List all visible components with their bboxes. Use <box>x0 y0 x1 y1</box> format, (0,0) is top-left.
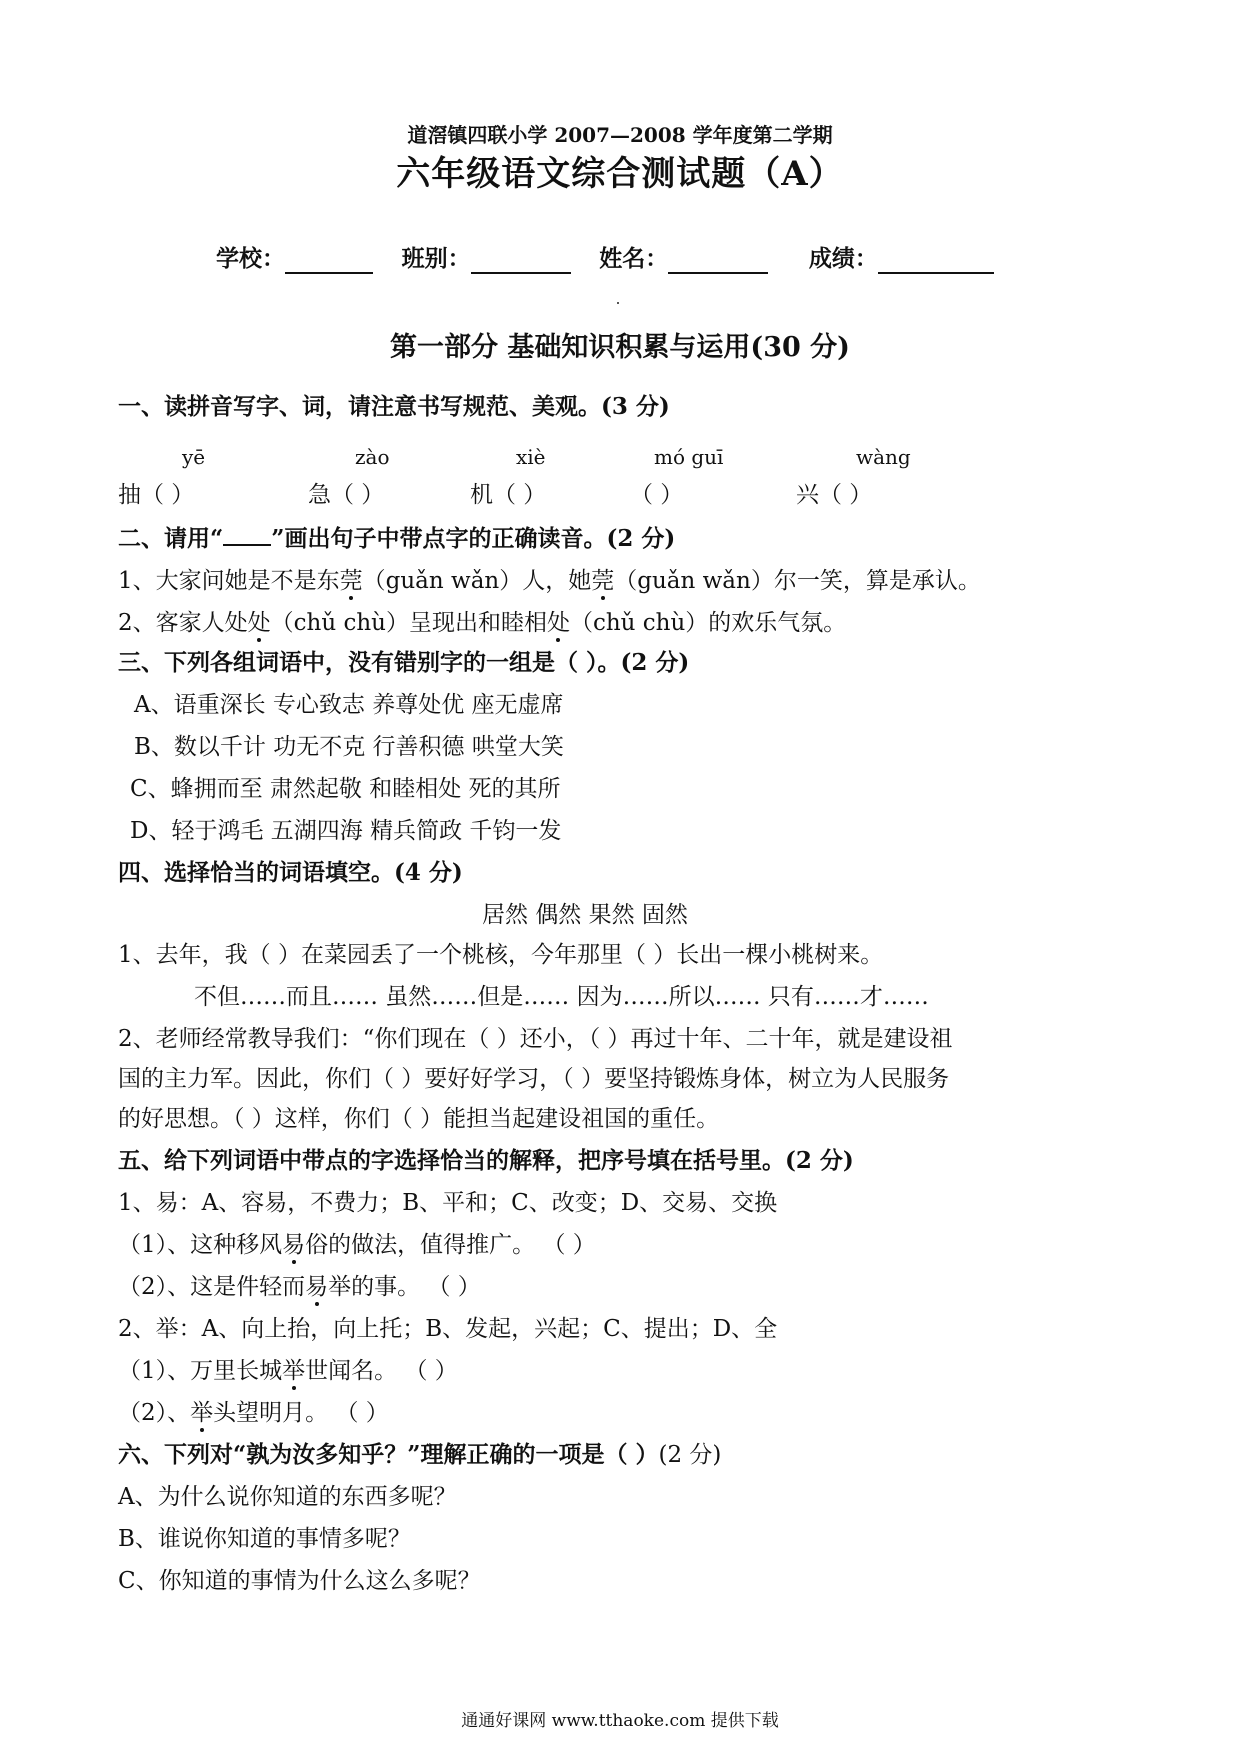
q5-i2s2-text-a: （2）、 <box>118 1400 191 1426</box>
q4-sentence-2-line-3[interactable]: 的好思想。（ ）这样，你们（ ）能担当起建设祖国的重任。 <box>118 1106 720 1132</box>
q1-pinyin-1: yē <box>182 445 206 469</box>
class-field-blank[interactable] <box>471 246 571 274</box>
q1-blank-1[interactable]: 抽（ ） <box>118 482 195 508</box>
q3-option-d[interactable]: D、轻于鸿毛 五湖四海 精兵简政 千钧一发 <box>130 818 562 844</box>
q2-title-pre: 二、请用“ <box>118 525 224 552</box>
q6-option-b[interactable]: B、谁说你知道的事情多呢？ <box>118 1526 411 1552</box>
q2-s1-dotted-char-2: 莞 <box>591 568 615 594</box>
q5-i2s1-text-b[interactable]: 世闻名。 （ ） <box>305 1358 458 1384</box>
q5-i2s2-text-b[interactable]: 头望明月。 （ ） <box>213 1400 389 1426</box>
school-field-label: 学校： <box>216 245 285 272</box>
q5-item-2-definitions: 2、举：A、向上抬，向上托；B、发起，兴起；C、提出；D、全 <box>118 1316 778 1342</box>
q5-i1s2-text-a: （2）、这是件轻而 <box>118 1274 306 1300</box>
q5-i2s1-dotted-char: 举 <box>282 1358 306 1384</box>
q1-blank-2[interactable]: 急（ ） <box>308 482 385 508</box>
footer-credit: 通通好课网 www.tthaoke.com 提供下载 <box>461 1711 779 1731</box>
q1-blank-4[interactable]: （ ） <box>630 482 684 508</box>
exam-title: 六年级语文综合测试题（A） <box>396 154 844 194</box>
school-field-blank[interactable] <box>285 246 373 274</box>
score-field-label: 成绩： <box>808 245 878 272</box>
underline-sample <box>223 524 271 546</box>
q5-i2s2-dotted-char: 举 <box>190 1400 214 1426</box>
q5-item-2-sub-2[interactable] <box>118 1398 389 1428</box>
q4-title: 四、选择恰当的词语填空。(4 分) <box>118 859 463 886</box>
q2-sentence-2 <box>118 608 846 638</box>
score-field-blank[interactable] <box>878 246 994 274</box>
q5-i2s1-text-a: （1）、万里长城 <box>118 1358 283 1384</box>
q2-s1-options-1[interactable]: （guǎn wǎn）人，她 <box>362 568 592 594</box>
q5-item-1-definitions: 1、易：A、容易，不费力；B、平和；C、改变；D、交易、交换 <box>118 1190 778 1216</box>
name-field-blank[interactable] <box>668 246 768 274</box>
q2-s2-options-1[interactable]: （chǔ chù）呈现出和睦相 <box>270 610 547 636</box>
q4-sentence-1[interactable]: 1、去年，我（ ）在菜园丢了一个桃核，今年那里（ ）长出一棵小桃树来。 <box>118 942 884 968</box>
part1-title: 第一部分 基础知识积累与运用(30 分) <box>390 332 850 363</box>
q6-option-c[interactable]: C、你知道的事情为什么这么多呢？ <box>118 1568 481 1594</box>
q2-title <box>118 524 675 554</box>
q5-i1s1-dotted-char: 易 <box>282 1232 306 1258</box>
q5-title: 五、给下列词语中带点的字选择恰当的解释，把序号填在括号里。(2 分) <box>118 1147 854 1174</box>
q2-s2-text-a: 2、客家人处 <box>118 610 248 636</box>
q1-pinyin-2: zào <box>355 445 390 469</box>
q4-word-bank-1: 居然 偶然 果然 固然 <box>482 902 688 928</box>
q1-pinyin-4: mó guī <box>654 445 724 469</box>
q1-title: 一、读拼音写字、词，请注意书写规范、美观。(3 分) <box>118 393 670 420</box>
q2-title-post: ”画出句子中带点字的正确读音。(2 分) <box>271 525 676 552</box>
q5-i1s2-dotted-char: 易 <box>305 1274 329 1300</box>
info-fields-row <box>216 244 994 274</box>
name-field-label: 姓名： <box>599 245 669 272</box>
q2-s1-options-2[interactable]: （guǎn wǎn）尔一笑，算是承认。 <box>614 568 981 594</box>
q2-s1-text-a: 1、大家问她是不是东 <box>118 568 340 594</box>
q2-s1-dotted-char-1: 莞 <box>339 568 363 594</box>
q2-s2-dotted-char-2: 处 <box>546 610 570 636</box>
q5-i1s2-text-b[interactable]: 举的事。 （ ） <box>328 1274 481 1300</box>
q3-title: 三、下列各组词语中，没有错别字的一组是（ ）。(2 分) <box>118 649 690 676</box>
q5-item-1-sub-1[interactable] <box>118 1230 596 1260</box>
class-field-label: 班别： <box>401 245 471 272</box>
q1-blank-5[interactable]: 兴（ ） <box>796 482 873 508</box>
q5-i1s1-text-b[interactable]: 俗的做法，值得推广。 （ ） <box>305 1232 596 1258</box>
q6-title-main: 六、下列对“孰为汝多知乎？”理解正确的一项是（ ） <box>118 1441 659 1468</box>
q2-sentence-1 <box>118 566 981 596</box>
q3-option-c[interactable]: C、蜂拥而至 肃然起敬 和睦相处 死的其所 <box>130 776 561 802</box>
q4-sentence-2-line-2[interactable]: 国的主力军。因此，你们（ ）要好好学习，（ ）要坚持锻炼身体，树立为人民服务 <box>118 1066 950 1092</box>
q6-title <box>118 1440 721 1470</box>
q4-word-bank-2: 不但……而且…… 虽然……但是…… 因为……所以…… 只有……才…… <box>194 984 929 1010</box>
scan-speck <box>617 302 619 304</box>
q1-pinyin-5: wàng <box>856 445 911 469</box>
q6-title-score: (2 分) <box>658 1442 722 1468</box>
q2-s2-dotted-char-1: 处 <box>247 610 271 636</box>
q5-item-2-sub-1[interactable] <box>118 1356 458 1386</box>
q5-item-1-sub-2[interactable] <box>118 1272 481 1302</box>
q1-pinyin-3: xiè <box>516 445 546 469</box>
q1-blank-3[interactable]: 机（ ） <box>470 482 547 508</box>
q3-option-b[interactable]: B、数以千计 功无不克 行善积德 哄堂大笑 <box>134 734 564 760</box>
q2-s2-options-2[interactable]: （chǔ chù）的欢乐气氛。 <box>569 610 847 636</box>
school-term-line: 道滘镇四联小学 2007—2008 学年度第二学期 <box>407 123 833 147</box>
q5-i1s1-text-a: （1）、这种移风 <box>118 1232 283 1258</box>
q6-option-a[interactable]: A、为什么说你知道的东西多呢？ <box>118 1484 457 1510</box>
q3-option-a[interactable]: A、语重深长 专心致志 养尊处优 座无虚席 <box>134 692 564 718</box>
q4-sentence-2-line-1[interactable]: 2、老师经常教导我们：“你们现在（ ）还小，（ ）再过十年、二十年，就是建设祖 <box>118 1026 953 1052</box>
